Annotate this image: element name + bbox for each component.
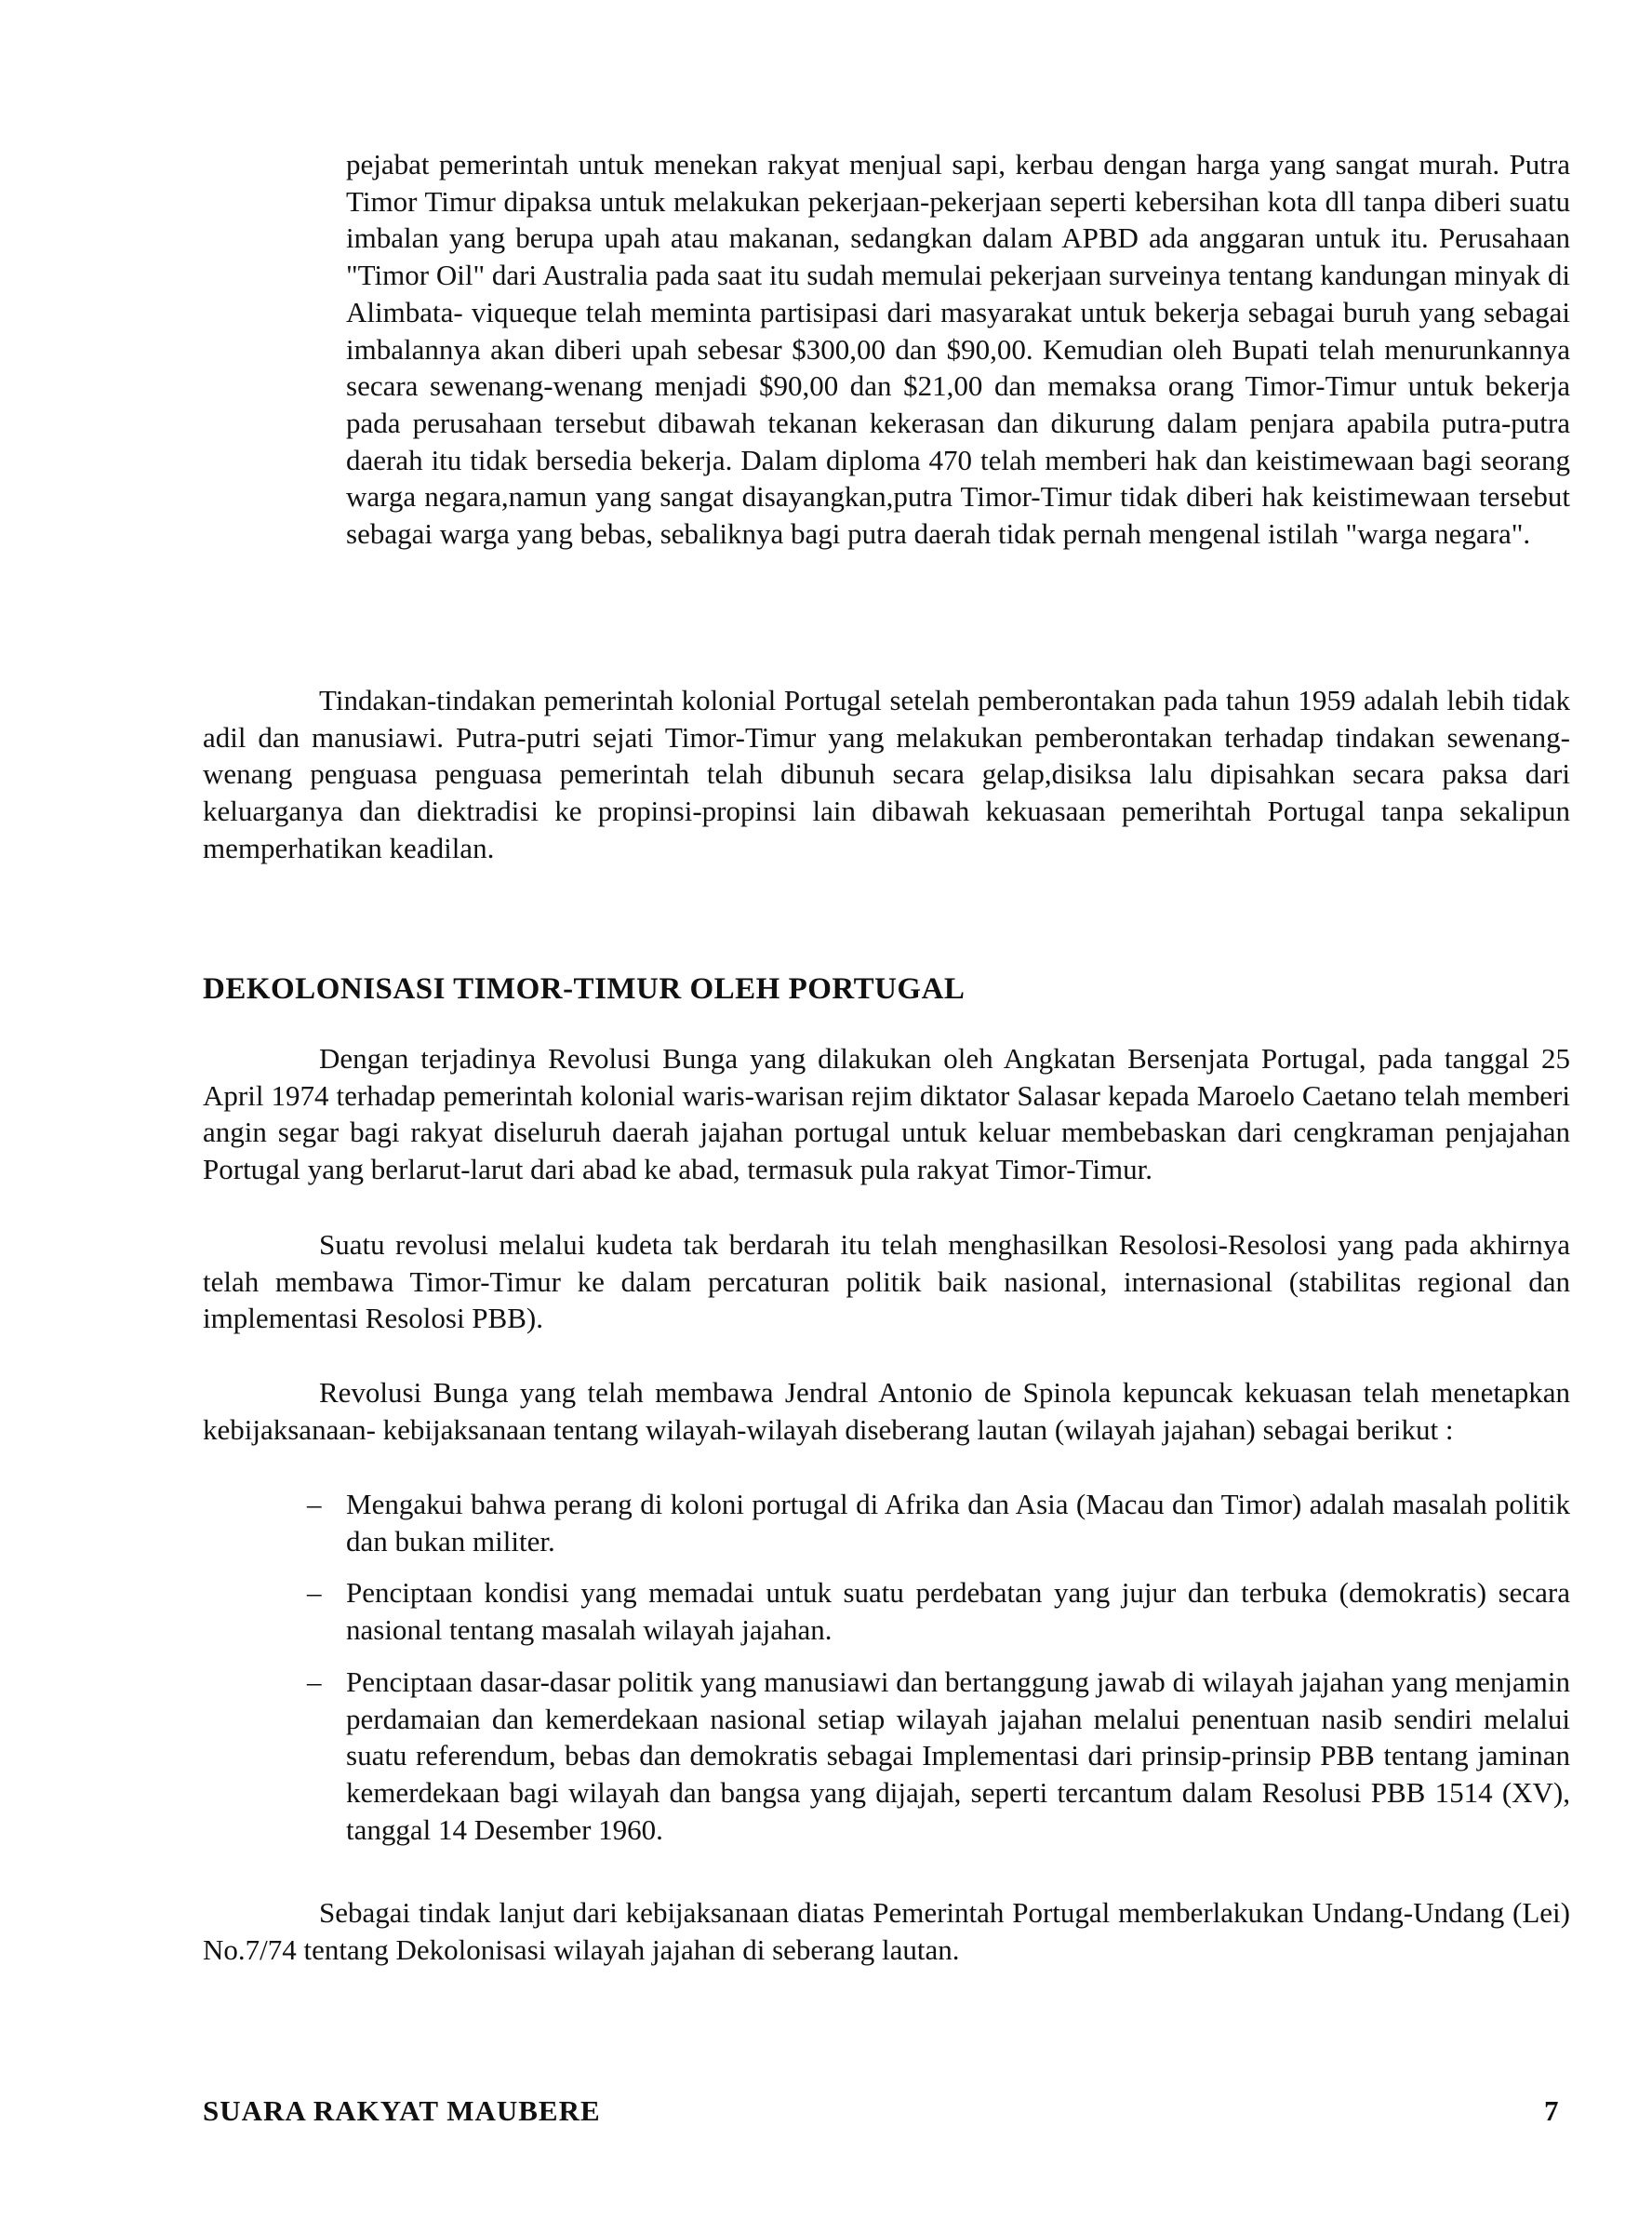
paragraph-kebijaksanaan: Revolusi Bunga yang telah membawa Jendral Antonio de Spinola kepuncak kekuasan telah menetapkan kebijaksanaan- kebijaksanaan tentang wilayah-wilayah diseberang lautan (wilayah jajahan) sebagai berikut : <box>203 1376 1570 1446</box>
bullet-dash: – <box>307 1576 322 1610</box>
list-item-text: Penciptaan kondisi yang memadai untuk suatu perdebatan yang jujur dan terbuka (demokratis) secara nasional tentang masalah wilayah jajahan. <box>346 1576 1570 1647</box>
section-title: DEKOLONISASI TIMOR-TIMUR OLEH PORTUGAL <box>203 972 966 1006</box>
footer-publication: SUARA RAKYAT MAUBERE <box>203 2094 601 2127</box>
policy-list <box>307 1486 1570 1863</box>
paragraph-kudeta: Suatu revolusi melalui kudeta tak berdarah itu telah menghasilkan Resolosi-Resolosi yang pada akhirnya telah membawa Timor-Timur ke dalam percaturan politik baik nasional, internasional (stabilitas regional dan implementasi Resolosi PBB). <box>203 1228 1570 1335</box>
paragraph-continued: pejabat pemerintah untuk menekan rakyat menjual sapi, kerbau dengan harga yang sangat murah. Putra Timor Timur dipaksa untuk melakukan pekerjaan-pekerjaan seperti kebersihan kota dll tanpa diberi suatu imbalan yang berupa upah atau makanan, sedangkan dalam APBD ada anggaran untuk itu. Perusahaan "Timor Oil" dari Australia pada saat itu sudah memulai pekerjaan surveinya tentang kandungan minyak di Alimbata- viqueque telah meminta partisipasi dari masyarakat untuk bekerja sebagai buruh yang sebagai imbalannya akan diberi upah sebesar $300,00 dan $90,00. Kemudian oleh Bupati telah menurunkannya secara sewenang-wenang menjadi $90,00 dan $21,00 dan memaksa orang Timor-Timur untuk bekerja pada perusahaan tersebut dibawah tekanan kekerasan dan dikurung dalam penjara apabila putra-putra daerah itu tidak bersedia bekerja. Dalam diploma 470 telah memberi hak dan keistimewaan bagi seorang warga negara,namun yang sangat disayangkan,putra Timor-Timur tidak diberi hak keistimewaan tersebut sebagai warga yang bebas, sebaliknya bagi putra daerah tidak pernah mengenal istilah "warga negara". <box>346 148 1570 551</box>
list-item-text: Penciptaan dasar-dasar politik yang manusiawi dan bertanggung jawab di wilayah jajahan yang menjamin perdamaian dan kemerdekaan nasional setiap wilayah jajahan melalui penentuan nasib sendiri melalui suatu referendum, bebas dan demokratis sebagai Implementasi dari prinsip-prinsip PBB tentang jaminan kemerdekaan bagi wilayah dan bangsa yang dijajah, seperti tercantum dalam Resolusi PBB 1514 (XV), tanggal 14 Desember 1960. <box>346 1665 1570 1846</box>
list-item <box>307 1574 1570 1648</box>
paragraph-revolusi-bunga: Dengan terjadinya Revolusi Bunga yang dilakukan oleh Angkatan Bersenjata Portugal, pada tanggal 25 April 1974 terhadap pemerintah kolonial waris-warisan rejim diktator Salasar kepada Maroelo Caetano telah memberi angin segar bagi rakyat diseluruh daerah jajahan portugal untuk keluar membebaskan dari cengkraman penjajahan Portugal yang berlarut-larut dari abad ke abad, termasuk pula rakyat Timor-Timur. <box>203 1042 1570 1186</box>
list-item <box>307 1664 1570 1849</box>
footer-page-number: 7 <box>1544 2094 1559 2127</box>
paragraph-undang-undang: Sebagai tindak lanjut dari kebijaksanaan diatas Pemerintah Portugal memberlakukan Undang-Undang (Lei) No.7/74 tentang Dekolonisasi wilayah jajahan di seberang lautan. <box>203 1896 1570 1966</box>
bullet-dash: – <box>307 1488 322 1520</box>
list-item <box>307 1486 1570 1559</box>
paragraph-colonial-actions: Tindakan-tindakan pemerintah kolonial Portugal setelah pemberontakan pada tahun 1959 adalah lebih tidak adil dan manusiawi. Putra-putri sejati Timor-Timur yang melakukan pemberontakan terhadap tindakan sewenang-wenang penguasa penguasa pemerintah telah dibunuh secara gelap,disiksa lalu dipisahkan secara paksa dari keluarganya dan diektradisi ke propinsi-propinsi lain dibawah kekuasaan pemerihtah Portugal tanpa sekalipun memperhatikan keadilan. <box>203 684 1570 864</box>
list-item-text: Mengakui bahwa perang di koloni portugal di Afrika dan Asia (Macau dan Timor) adalah masalah politik dan bukan militer. <box>346 1488 1570 1558</box>
bullet-dash: – <box>307 1665 322 1698</box>
